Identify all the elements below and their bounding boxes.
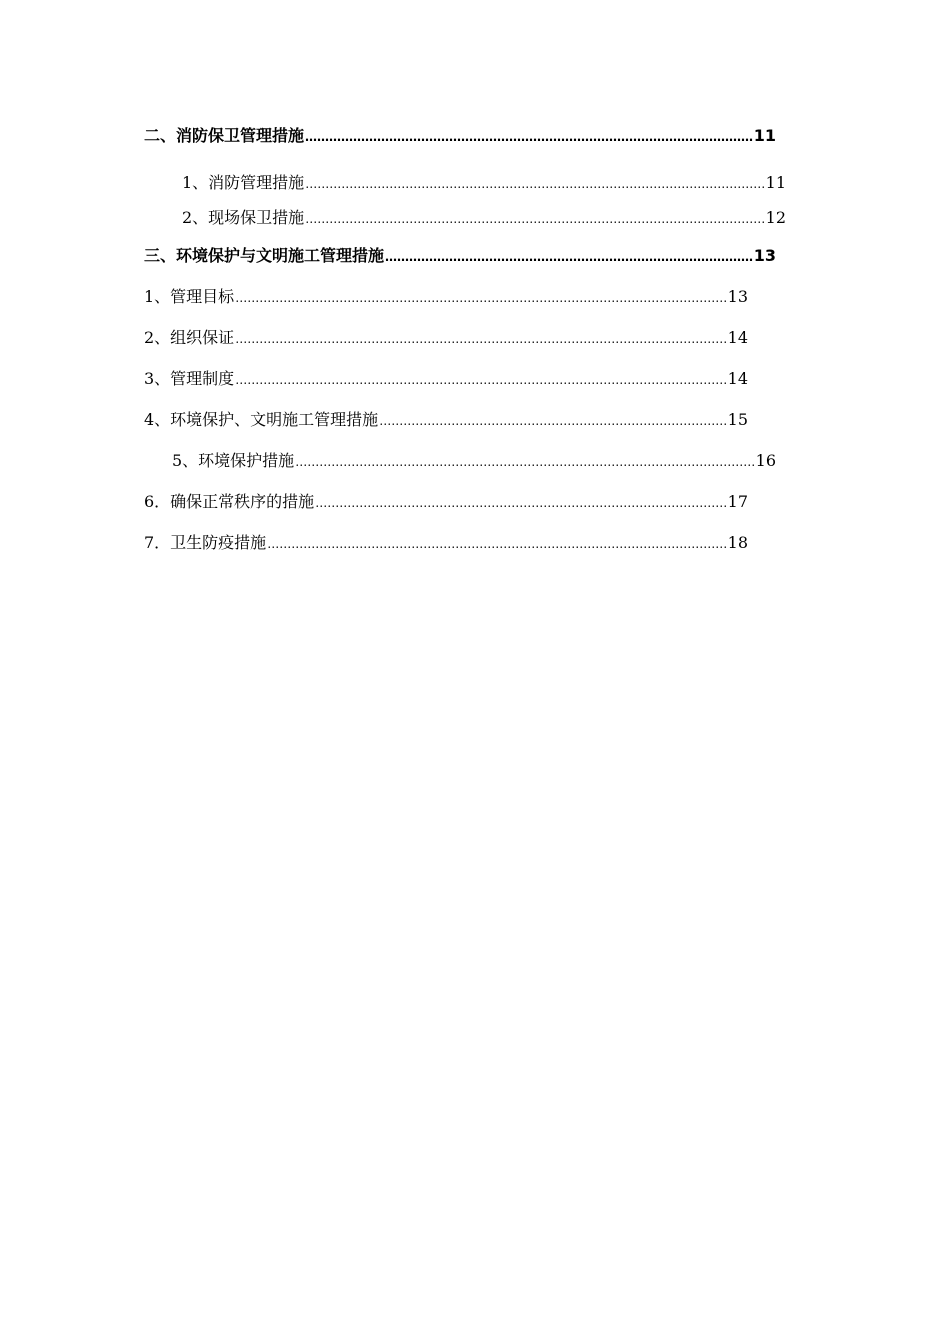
toc-leader-dots [267, 534, 726, 554]
toc-entry[interactable] [144, 410, 748, 431]
toc-entry[interactable] [144, 369, 748, 390]
toc-page-number: 14 [727, 328, 748, 347]
toc-leader-dots [295, 452, 754, 472]
toc-entry-title: 5、环境保护措施 [172, 451, 295, 470]
toc-entry[interactable] [172, 451, 776, 472]
toc-entry[interactable] [182, 208, 786, 229]
toc-entry-title: 1、管理目标 [144, 287, 235, 306]
toc-page-number: 11 [753, 126, 776, 145]
toc-entry-section-2[interactable] [144, 126, 776, 147]
toc-leader-dots [379, 411, 726, 431]
toc-entry-title: 二、消防保卫管理措施 [144, 126, 305, 145]
toc-page-number: 13 [727, 287, 748, 306]
toc-entry-title: 3、管理制度 [144, 369, 235, 388]
toc-entry-title: 4、环境保护、文明施工管理措施 [144, 410, 379, 429]
toc-leader-dots [235, 288, 726, 308]
toc-page-number: 11 [765, 173, 786, 192]
toc-leader-dots [305, 174, 764, 194]
toc-page-number: 15 [727, 410, 748, 429]
toc-leader-dots [315, 493, 726, 513]
toc-entry[interactable] [144, 328, 748, 349]
toc-leader-dots [235, 329, 726, 349]
toc-page-number: 16 [755, 451, 776, 470]
toc-entry[interactable] [144, 287, 748, 308]
toc-entry-title: 2、组织保证 [144, 328, 235, 347]
toc-page-number: 18 [727, 533, 748, 552]
toc-leader-dots [235, 370, 726, 390]
toc-page-number: 14 [727, 369, 748, 388]
toc-entry-title: 1、消防管理措施 [182, 173, 305, 192]
toc-entry[interactable] [144, 492, 748, 513]
toc-entry-title: 2、现场保卫措施 [182, 208, 305, 227]
toc-leader-dots [385, 247, 753, 267]
toc-page-number: 17 [727, 492, 748, 511]
toc-entry-title: 6．确保正常秩序的措施 [144, 492, 315, 511]
toc-entry-section-3[interactable] [144, 246, 776, 267]
toc-leader-dots [305, 127, 753, 147]
toc-page-number: 12 [765, 208, 786, 227]
toc-entry[interactable] [182, 173, 786, 194]
toc-page-number: 13 [753, 246, 776, 265]
toc-entry-title: 三、环境保护与文明施工管理措施 [144, 246, 385, 265]
toc-entry-title: 7．卫生防疫措施 [144, 533, 267, 552]
toc-entry[interactable] [144, 533, 748, 554]
toc-leader-dots [305, 209, 764, 229]
